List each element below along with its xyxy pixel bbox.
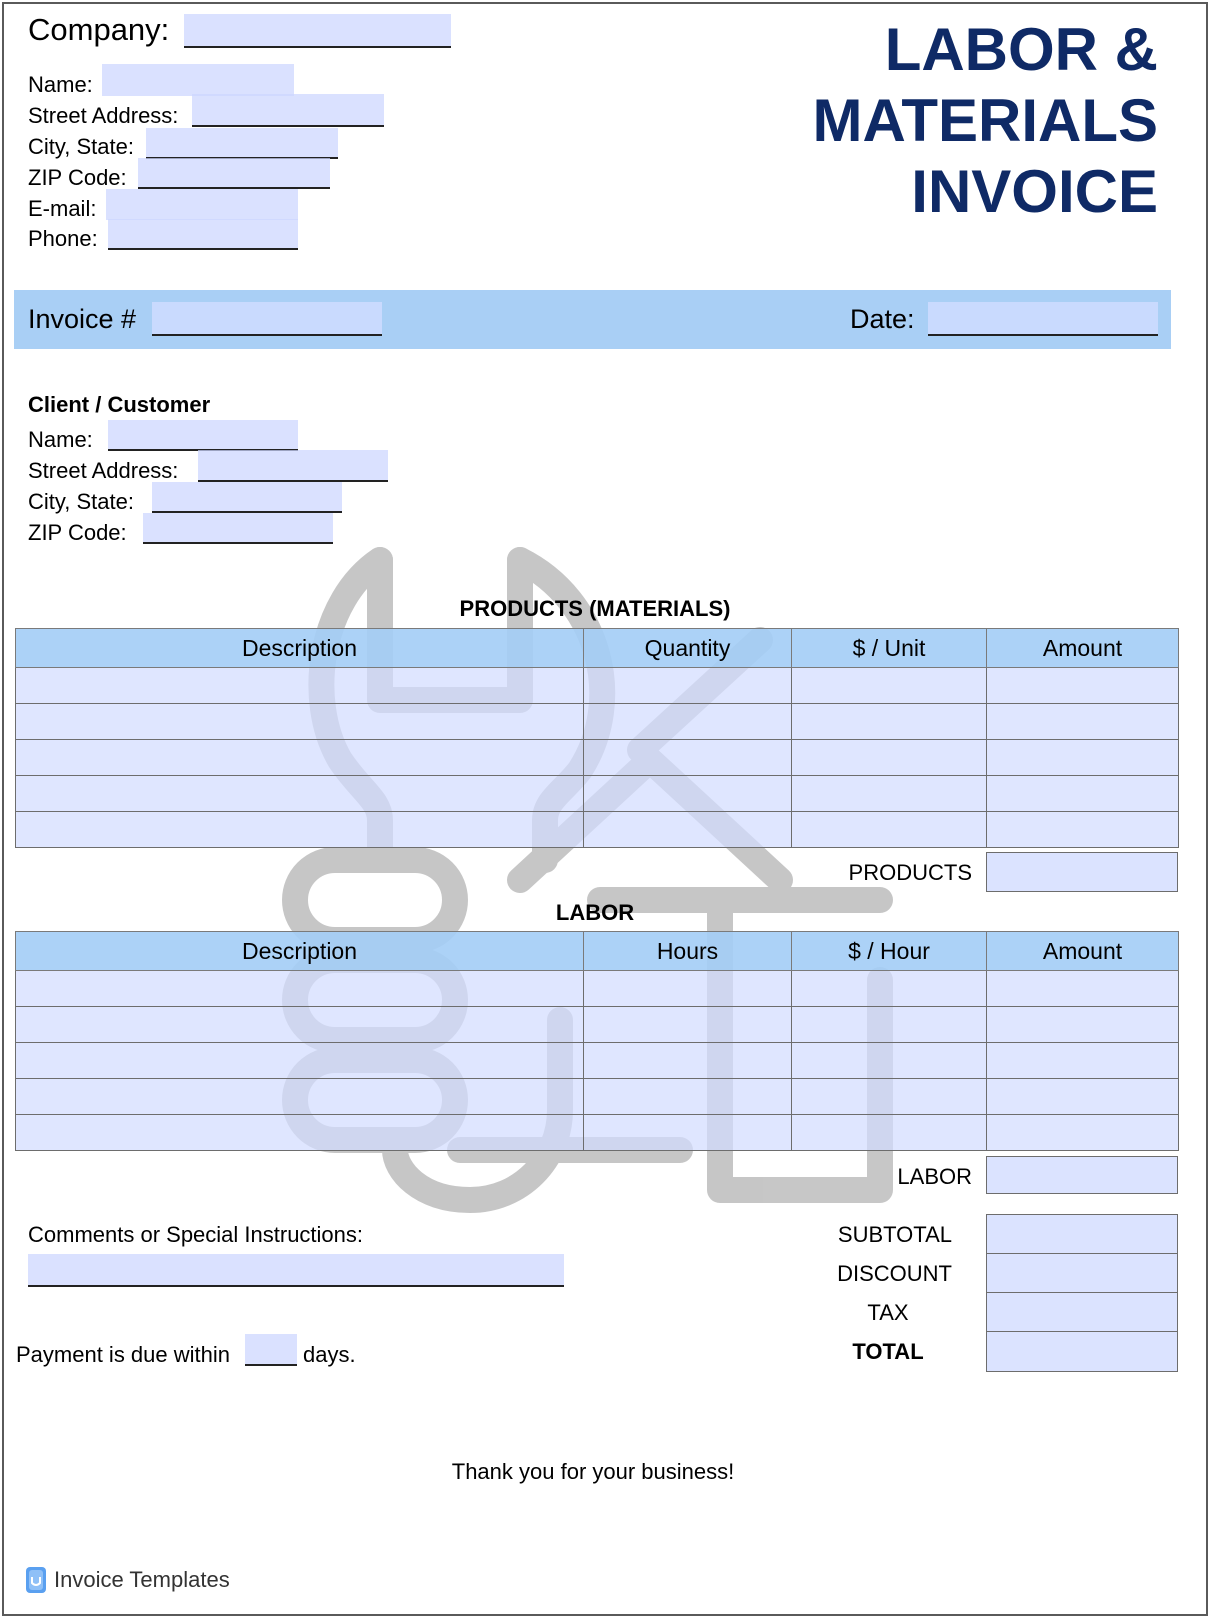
table-row (16, 668, 1179, 704)
date-input[interactable] (928, 302, 1158, 336)
labor-total-label: LABOR (897, 1164, 972, 1189)
client-name-input[interactable] (108, 420, 298, 451)
table-row (16, 1007, 1179, 1043)
products-cell[interactable] (987, 704, 1179, 740)
labor-col-hours: Hours (584, 932, 792, 971)
labor-cell[interactable] (16, 1115, 584, 1151)
client-zip-label: ZIP Code: (28, 520, 127, 545)
discount-label: DISCOUNT (837, 1261, 952, 1286)
labor-cell[interactable] (16, 1079, 584, 1115)
table-row (16, 704, 1179, 740)
table-row (16, 971, 1179, 1007)
invoice-title (812, 14, 1158, 227)
labor-cell[interactable] (987, 1115, 1179, 1151)
client-zip-input[interactable] (143, 513, 333, 544)
payment-prefix: Payment is due within (16, 1342, 230, 1367)
date-label: Date: (850, 304, 915, 334)
labor-col-description: Description (16, 932, 584, 971)
company-input[interactable] (184, 14, 451, 48)
invoice-templates-logo-icon (26, 1567, 46, 1593)
company-street-input[interactable] (192, 94, 384, 127)
labor-cell[interactable] (584, 1115, 792, 1151)
labor-cell[interactable] (584, 1043, 792, 1079)
products-total-input[interactable] (986, 852, 1178, 892)
products-col-unit: $ / Unit (792, 629, 987, 668)
labor-cell[interactable] (16, 1007, 584, 1043)
labor-cell[interactable] (16, 971, 584, 1007)
discount-input[interactable] (986, 1253, 1178, 1293)
products-cell[interactable] (584, 704, 792, 740)
products-cell[interactable] (792, 704, 987, 740)
client-city-label: City, State: (28, 489, 134, 514)
subtotal-input[interactable] (986, 1214, 1178, 1254)
brand-name: Invoice Templates (54, 1567, 230, 1592)
title-line-3: INVOICE (911, 158, 1158, 225)
title-line-1: LABOR & (884, 16, 1158, 83)
products-cell[interactable] (584, 776, 792, 812)
company-zip-input[interactable] (138, 158, 330, 189)
table-row (16, 812, 1179, 848)
company-street-label: Street Address: (28, 103, 179, 128)
products-table (15, 628, 1179, 848)
products-cell[interactable] (16, 740, 584, 776)
products-cell[interactable] (792, 812, 987, 848)
comments-label: Comments or Special Instructions: (28, 1222, 364, 1247)
products-col-amount: Amount (987, 629, 1179, 668)
labor-cell[interactable] (987, 1043, 1179, 1079)
payment-suffix: days. (303, 1342, 356, 1367)
products-total-label: PRODUCTS (848, 860, 972, 885)
products-cell[interactable] (987, 812, 1179, 848)
client-name-label: Name: (28, 427, 93, 452)
total-input[interactable] (986, 1331, 1178, 1372)
products-cell[interactable] (987, 776, 1179, 812)
company-city-label: City, State: (28, 134, 134, 159)
products-cell[interactable] (584, 740, 792, 776)
products-cell[interactable] (987, 668, 1179, 704)
products-cell[interactable] (16, 704, 584, 740)
labor-cell[interactable] (987, 1007, 1179, 1043)
labor-cell[interactable] (584, 1079, 792, 1115)
products-cell[interactable] (16, 776, 584, 812)
company-city-input[interactable] (146, 128, 338, 159)
brand-footer (26, 1567, 230, 1593)
labor-col-amount: Amount (987, 932, 1179, 971)
products-col-quantity: Quantity (584, 629, 792, 668)
company-email-label: E-mail: (28, 196, 97, 221)
labor-col-rate: $ / Hour (792, 932, 987, 971)
table-row (16, 776, 1179, 812)
labor-cell[interactable] (792, 971, 987, 1007)
products-cell[interactable] (987, 740, 1179, 776)
labor-cell[interactable] (16, 1043, 584, 1079)
products-cell[interactable] (584, 668, 792, 704)
table-row (16, 1079, 1179, 1115)
company-phone-label: Phone: (28, 226, 98, 251)
labor-cell[interactable] (792, 1079, 987, 1115)
payment-days-input[interactable] (245, 1334, 297, 1366)
labor-heading: LABOR (555, 900, 635, 925)
company-name-input[interactable] (102, 64, 294, 96)
invoice-number-input[interactable] (152, 302, 382, 336)
client-street-input[interactable] (198, 450, 388, 482)
products-cell[interactable] (584, 812, 792, 848)
total-label: TOTAL (852, 1339, 924, 1364)
table-row (16, 1043, 1179, 1079)
client-city-input[interactable] (152, 482, 342, 513)
labor-cell[interactable] (792, 1115, 987, 1151)
labor-cell[interactable] (987, 971, 1179, 1007)
products-col-description: Description (16, 629, 584, 668)
labor-total-input[interactable] (986, 1156, 1178, 1194)
table-row (16, 1115, 1179, 1151)
products-cell[interactable] (792, 776, 987, 812)
products-cell[interactable] (16, 668, 584, 704)
table-row (16, 740, 1179, 776)
client-heading: Client / Customer (28, 392, 211, 417)
labor-table (15, 931, 1179, 1151)
subtotal-label: SUBTOTAL (837, 1222, 952, 1247)
company-name-label: Name: (28, 72, 93, 97)
company-phone-input[interactable] (108, 219, 298, 250)
products-cell[interactable] (792, 740, 987, 776)
comments-input[interactable] (28, 1254, 564, 1287)
title-line-2: MATERIALS (812, 87, 1158, 154)
tax-input[interactable] (986, 1292, 1178, 1332)
invoice-number-label: Invoice # (28, 304, 137, 334)
labor-cell[interactable] (584, 971, 792, 1007)
company-label: Company: (28, 12, 170, 47)
labor-cell[interactable] (792, 1043, 987, 1079)
products-cell[interactable] (16, 812, 584, 848)
company-zip-label: ZIP Code: (28, 165, 127, 190)
thank-you-text: Thank you for your business! (451, 1459, 735, 1484)
products-cell[interactable] (792, 668, 987, 704)
products-heading: PRODUCTS (MATERIALS) (459, 596, 731, 621)
client-street-label: Street Address: (28, 458, 179, 483)
company-email-input[interactable] (106, 189, 298, 220)
tax-label: TAX (867, 1300, 909, 1325)
labor-cell[interactable] (584, 1007, 792, 1043)
labor-cell[interactable] (792, 1007, 987, 1043)
labor-cell[interactable] (987, 1079, 1179, 1115)
